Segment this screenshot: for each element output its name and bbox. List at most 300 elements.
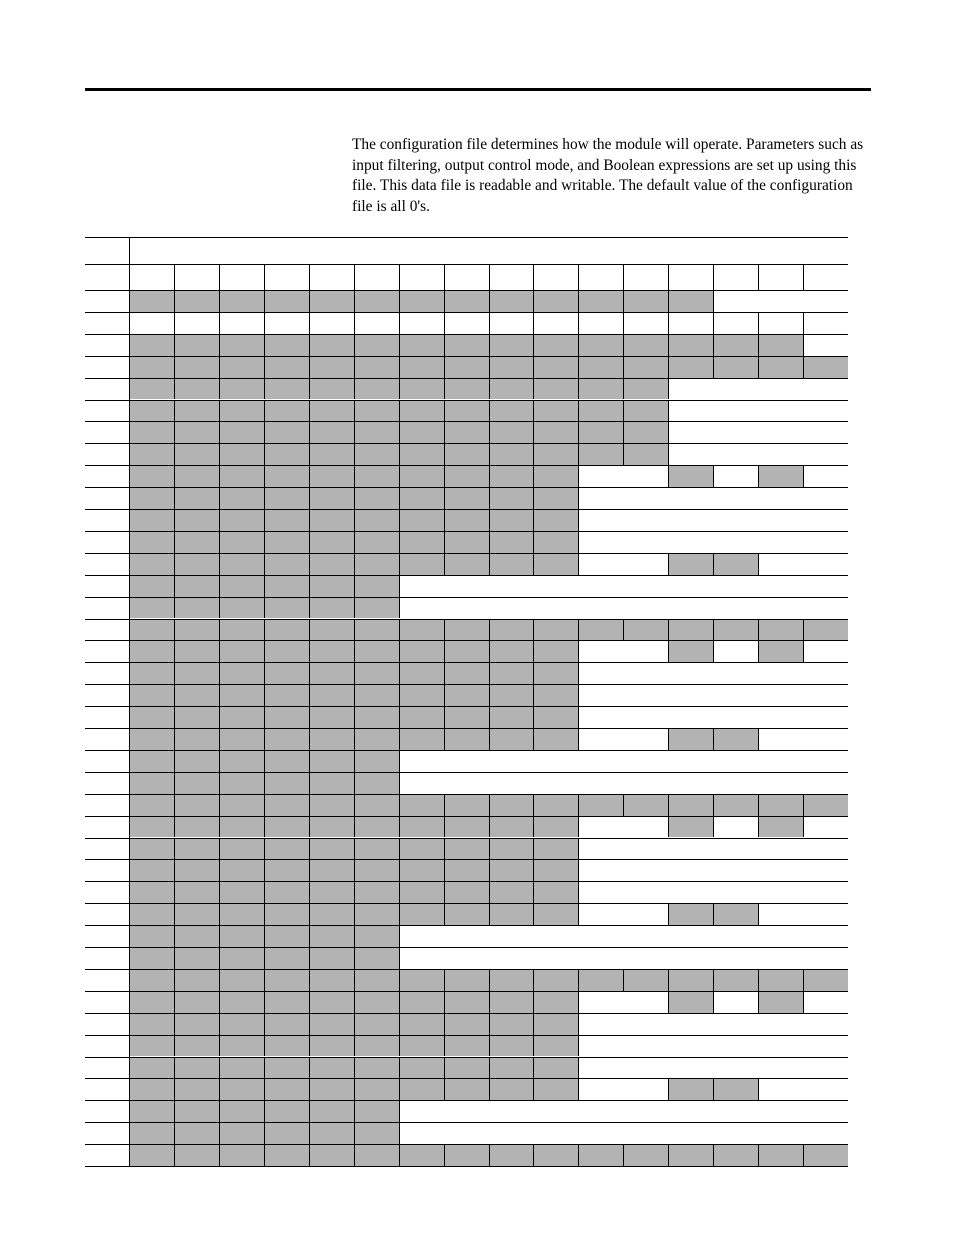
reserved-bit-cell [444, 509, 489, 531]
bit-column-divider [668, 619, 669, 641]
bit-column-divider [444, 312, 445, 334]
bit-column-divider [399, 991, 400, 1013]
reserved-bit-cell [354, 969, 399, 991]
bit-column-divider [354, 1078, 355, 1100]
reserved-bit-cell [219, 991, 264, 1013]
reserved-bit-cell [623, 794, 668, 816]
reserved-bit-cell [264, 1122, 309, 1144]
reserved-bit-cell [219, 1122, 264, 1144]
reserved-bit-cell [758, 794, 803, 816]
bit-column-divider [354, 1057, 355, 1079]
reserved-bit-cell [309, 290, 354, 312]
reserved-bit-cell [444, 378, 489, 400]
reserved-bit-cell [219, 290, 264, 312]
reserved-bit-cell [444, 1057, 489, 1079]
bit-column-divider [578, 794, 579, 816]
bit-column-divider [174, 334, 175, 356]
reserved-bit-cell [533, 1057, 578, 1079]
bit-column-divider [399, 903, 400, 925]
bit-column-divider [219, 925, 220, 947]
bit-column-divider [309, 947, 310, 969]
bit-column-divider [578, 684, 579, 706]
reserved-bit-cell [444, 728, 489, 750]
row-rule [85, 1078, 848, 1079]
reserved-bit-cell [129, 1100, 174, 1122]
bit-column-divider [354, 838, 355, 860]
bit-column-divider [264, 1144, 265, 1166]
reserved-bit-cell [264, 400, 309, 422]
bit-column-divider [713, 816, 714, 838]
bit-column-divider [489, 881, 490, 903]
reserved-bit-cell [399, 465, 444, 487]
bit-column-divider [444, 728, 445, 750]
bit-column-divider [309, 903, 310, 925]
bit-column-divider [533, 1057, 534, 1079]
reserved-bit-cell [174, 487, 219, 509]
bit-column-divider [174, 640, 175, 662]
reserved-bit-cell [219, 772, 264, 794]
bit-column-divider [489, 421, 490, 443]
reserved-bit-cell [354, 838, 399, 860]
reserved-bit-cell [309, 969, 354, 991]
reserved-bit-cell [578, 794, 623, 816]
bit-column-divider [264, 684, 265, 706]
reserved-bit-cell [354, 859, 399, 881]
bit-column-divider [309, 509, 310, 531]
reserved-bit-cell [533, 1013, 578, 1035]
reserved-bit-cell [174, 1035, 219, 1057]
reserved-bit-cell [399, 859, 444, 881]
bit-column-divider [713, 728, 714, 750]
bit-column-divider [623, 619, 624, 641]
reserved-bit-cell [489, 356, 534, 378]
bit-column-divider [219, 531, 220, 553]
reserved-bit-cell [219, 838, 264, 860]
bit-column-divider [578, 1078, 579, 1100]
bit-column-divider [489, 312, 490, 334]
bit-column-divider [354, 1013, 355, 1035]
reserved-bit-cell [399, 531, 444, 553]
reserved-bit-cell [533, 356, 578, 378]
reserved-bit-cell [309, 619, 354, 641]
bit-column-divider [399, 378, 400, 400]
reserved-bit-cell [264, 794, 309, 816]
bit-column-divider [219, 640, 220, 662]
bit-column-divider [219, 1057, 220, 1079]
bit-column-divider [533, 684, 534, 706]
reserved-bit-cell [219, 794, 264, 816]
reserved-bit-cell [578, 356, 623, 378]
bit-column-divider [174, 706, 175, 728]
bit-column-divider [444, 1144, 445, 1166]
bit-column-divider [309, 1013, 310, 1035]
reserved-bit-cell [264, 969, 309, 991]
bit-column-divider [489, 1078, 490, 1100]
bit-column-divider [174, 400, 175, 422]
reserved-bit-cell [444, 903, 489, 925]
reserved-bit-cell [489, 443, 534, 465]
reserved-bit-cell [309, 509, 354, 531]
reserved-bit-cell [129, 575, 174, 597]
bit-column-divider [444, 640, 445, 662]
bit-column-divider [399, 750, 400, 772]
reserved-bit-cell [399, 1035, 444, 1057]
reserved-bit-cell [219, 969, 264, 991]
reserved-bit-cell [578, 443, 623, 465]
bit-column-divider [264, 881, 265, 903]
reserved-bit-cell [174, 531, 219, 553]
reserved-bit-cell [399, 509, 444, 531]
bit-column-divider [444, 400, 445, 422]
reserved-bit-cell [264, 1013, 309, 1035]
bit-column-divider [264, 772, 265, 794]
bit-column-divider [309, 662, 310, 684]
reserved-bit-cell [399, 334, 444, 356]
bit-column-divider [578, 334, 579, 356]
bit-column-divider [444, 465, 445, 487]
reserved-bit-cell [623, 356, 668, 378]
bit-column-divider [219, 662, 220, 684]
bit-column-divider [399, 794, 400, 816]
bit-column-divider [533, 619, 534, 641]
bit-column-divider [354, 312, 355, 334]
reserved-bit-cell [219, 553, 264, 575]
bit-column-divider [264, 400, 265, 422]
reserved-bit-cell [309, 640, 354, 662]
reserved-bit-cell [713, 794, 758, 816]
reserved-bit-cell [129, 794, 174, 816]
bit-column-divider [219, 619, 220, 641]
bit-column-divider [354, 531, 355, 553]
reserved-bit-cell [444, 859, 489, 881]
reserved-bit-cell [219, 662, 264, 684]
row-rule [85, 509, 848, 510]
bit-column-divider [758, 553, 759, 575]
bit-column-divider [533, 640, 534, 662]
bit-column-divider [578, 838, 579, 860]
bit-column-divider [309, 859, 310, 881]
reserved-bit-cell [533, 969, 578, 991]
reserved-bit-cell [399, 838, 444, 860]
bit-column-divider [264, 356, 265, 378]
row-rule [85, 1035, 848, 1036]
bit-column-divider [174, 264, 175, 290]
reserved-bit-cell [219, 816, 264, 838]
reserved-bit-cell [489, 509, 534, 531]
bit-column-divider [533, 816, 534, 838]
bit-column-divider [174, 947, 175, 969]
reserved-bit-cell [354, 378, 399, 400]
reserved-bit-cell [129, 728, 174, 750]
bit-column-divider [309, 1057, 310, 1079]
bit-column-divider [758, 465, 759, 487]
reserved-bit-cell [309, 794, 354, 816]
bit-column-divider [219, 421, 220, 443]
row-rule [85, 465, 848, 466]
bit-column-divider [264, 487, 265, 509]
reserved-bit-cell [219, 619, 264, 641]
row-rule [85, 575, 848, 576]
reserved-bit-cell [803, 1144, 848, 1166]
bit-column-divider [444, 1013, 445, 1035]
row-rule [85, 728, 848, 729]
reserved-bit-cell [533, 794, 578, 816]
bit-column-divider [264, 597, 265, 619]
bit-column-divider [623, 443, 624, 465]
reserved-bit-cell [533, 553, 578, 575]
bit-column-divider [309, 881, 310, 903]
reserved-bit-cell [668, 816, 713, 838]
bit-column-divider [219, 881, 220, 903]
bit-column-divider [174, 838, 175, 860]
bit-column-divider [354, 553, 355, 575]
reserved-bit-cell [623, 334, 668, 356]
bit-column-divider [354, 619, 355, 641]
label-column-divider [129, 237, 130, 1166]
reserved-bit-cell [174, 859, 219, 881]
reserved-bit-cell [219, 356, 264, 378]
bit-column-divider [219, 859, 220, 881]
reserved-bit-cell [309, 662, 354, 684]
bit-column-divider [264, 465, 265, 487]
reserved-bit-cell [354, 728, 399, 750]
reserved-bit-cell [264, 619, 309, 641]
bit-column-divider [309, 728, 310, 750]
reserved-bit-cell [668, 640, 713, 662]
bit-column-divider [354, 1122, 355, 1144]
reserved-bit-cell [264, 1035, 309, 1057]
reserved-bit-cell [264, 991, 309, 1013]
bit-column-divider [174, 816, 175, 838]
bit-column-divider [489, 1035, 490, 1057]
reserved-bit-cell [489, 1013, 534, 1035]
bit-column-divider [533, 1013, 534, 1035]
reserved-bit-cell [129, 706, 174, 728]
reserved-bit-cell [578, 400, 623, 422]
bit-column-divider [578, 1144, 579, 1166]
reserved-bit-cell [219, 706, 264, 728]
bit-column-divider [668, 1078, 669, 1100]
bit-column-divider [354, 290, 355, 312]
row-rule [85, 1057, 848, 1058]
bit-column-divider [578, 356, 579, 378]
bit-column-divider [219, 400, 220, 422]
reserved-bit-cell [129, 531, 174, 553]
bit-column-divider [713, 640, 714, 662]
bit-column-divider [489, 290, 490, 312]
bit-column-divider [489, 334, 490, 356]
bit-column-divider [444, 334, 445, 356]
reserved-bit-cell [713, 969, 758, 991]
bit-column-divider [533, 487, 534, 509]
reserved-bit-cell [219, 400, 264, 422]
reserved-bit-cell [309, 750, 354, 772]
reserved-bit-cell [174, 772, 219, 794]
reserved-bit-cell [129, 553, 174, 575]
bit-column-divider [803, 264, 804, 290]
bit-column-divider [578, 378, 579, 400]
reserved-bit-cell [264, 334, 309, 356]
bit-column-divider [533, 400, 534, 422]
bit-column-divider [444, 421, 445, 443]
bit-column-divider [309, 264, 310, 290]
reserved-bit-cell [309, 1122, 354, 1144]
reserved-bit-cell [623, 378, 668, 400]
bit-column-divider [533, 1144, 534, 1166]
reserved-bit-cell [399, 356, 444, 378]
bit-column-divider [489, 443, 490, 465]
bit-column-divider [264, 969, 265, 991]
bit-column-divider [533, 903, 534, 925]
bit-column-divider [489, 816, 490, 838]
reserved-bit-cell [489, 662, 534, 684]
reserved-bit-cell [174, 290, 219, 312]
reserved-bit-cell [354, 794, 399, 816]
reserved-bit-cell [489, 969, 534, 991]
bit-column-divider [578, 662, 579, 684]
reserved-bit-cell [219, 1057, 264, 1079]
reserved-bit-cell [489, 903, 534, 925]
reserved-bit-cell [264, 531, 309, 553]
reserved-bit-cell [309, 531, 354, 553]
bit-column-divider [399, 575, 400, 597]
row-rule [85, 1013, 848, 1014]
reserved-bit-cell [309, 487, 354, 509]
reserved-bit-cell [174, 1100, 219, 1122]
reserved-bit-cell [309, 706, 354, 728]
bit-column-divider [489, 487, 490, 509]
bit-column-divider [219, 312, 220, 334]
reserved-bit-cell [264, 1057, 309, 1079]
reserved-bit-cell [354, 991, 399, 1013]
bit-column-divider [219, 465, 220, 487]
reserved-bit-cell [174, 706, 219, 728]
bit-column-divider [758, 640, 759, 662]
bit-column-divider [174, 1035, 175, 1057]
bit-column-divider [354, 356, 355, 378]
reserved-bit-cell [444, 356, 489, 378]
bit-column-divider [264, 750, 265, 772]
reserved-bit-cell [533, 838, 578, 860]
bit-column-divider [354, 1144, 355, 1166]
bit-column-divider [264, 947, 265, 969]
bit-column-divider [578, 465, 579, 487]
bit-column-divider [444, 903, 445, 925]
reserved-bit-cell [174, 838, 219, 860]
reserved-bit-cell [533, 816, 578, 838]
bit-column-divider [578, 421, 579, 443]
bit-column-divider [354, 1035, 355, 1057]
reserved-bit-cell [758, 619, 803, 641]
bit-column-divider [668, 465, 669, 487]
row-rule [85, 750, 848, 751]
reserved-bit-cell [489, 290, 534, 312]
bit-column-divider [803, 969, 804, 991]
bit-column-divider [803, 312, 804, 334]
reserved-bit-cell [399, 816, 444, 838]
reserved-bit-cell [174, 640, 219, 662]
bit-column-divider [533, 290, 534, 312]
bit-column-divider [489, 838, 490, 860]
reserved-bit-cell [399, 619, 444, 641]
bit-column-divider [489, 531, 490, 553]
bit-column-divider [713, 312, 714, 334]
bit-column-divider [578, 1057, 579, 1079]
reserved-bit-cell [219, 750, 264, 772]
reserved-bit-cell [309, 881, 354, 903]
reserved-bit-cell [668, 969, 713, 991]
reserved-bit-cell [309, 378, 354, 400]
reserved-bit-cell [758, 640, 803, 662]
bit-column-divider [399, 597, 400, 619]
reserved-bit-cell [444, 662, 489, 684]
bit-column-divider [803, 816, 804, 838]
bit-column-divider [219, 1035, 220, 1057]
bit-column-divider [533, 553, 534, 575]
reserved-bit-cell [219, 334, 264, 356]
reserved-bit-cell [489, 619, 534, 641]
bit-column-divider [309, 1144, 310, 1166]
bit-column-divider [444, 991, 445, 1013]
bit-column-divider [578, 619, 579, 641]
bit-column-divider [533, 509, 534, 531]
bit-column-divider [803, 794, 804, 816]
bit-column-divider [264, 838, 265, 860]
bit-column-divider [758, 264, 759, 290]
reserved-bit-cell [533, 640, 578, 662]
bit-column-divider [758, 312, 759, 334]
reserved-bit-cell [533, 706, 578, 728]
row-rule [85, 619, 848, 620]
bit-column-divider [489, 794, 490, 816]
reserved-bit-cell [264, 378, 309, 400]
reserved-bit-cell [309, 859, 354, 881]
bit-column-divider [354, 465, 355, 487]
bit-column-divider [623, 378, 624, 400]
bit-column-divider [354, 706, 355, 728]
bit-column-divider [399, 465, 400, 487]
reserved-bit-cell [129, 772, 174, 794]
bit-column-divider [578, 903, 579, 925]
reserved-bit-cell [489, 991, 534, 1013]
bit-column-divider [489, 264, 490, 290]
row-rule [85, 1166, 848, 1167]
reserved-bit-cell [309, 421, 354, 443]
bit-column-divider [668, 991, 669, 1013]
bit-column-divider [489, 1013, 490, 1035]
row-rule [85, 794, 848, 795]
bit-column-divider [489, 1144, 490, 1166]
bit-column-divider [399, 925, 400, 947]
reserved-bit-cell [174, 903, 219, 925]
reserved-bit-cell [399, 969, 444, 991]
reserved-bit-cell [444, 1144, 489, 1166]
reserved-bit-cell [623, 443, 668, 465]
reserved-bit-cell [309, 575, 354, 597]
bit-column-divider [174, 1013, 175, 1035]
bit-column-divider [264, 903, 265, 925]
reserved-bit-cell [129, 290, 174, 312]
bit-column-divider [354, 859, 355, 881]
bit-column-divider [309, 465, 310, 487]
bit-column-divider [264, 443, 265, 465]
bit-column-divider [578, 264, 579, 290]
row-rule [85, 991, 848, 992]
reserved-bit-cell [129, 487, 174, 509]
reserved-bit-cell [354, 356, 399, 378]
reserved-bit-cell [219, 728, 264, 750]
bit-column-divider [713, 290, 714, 312]
